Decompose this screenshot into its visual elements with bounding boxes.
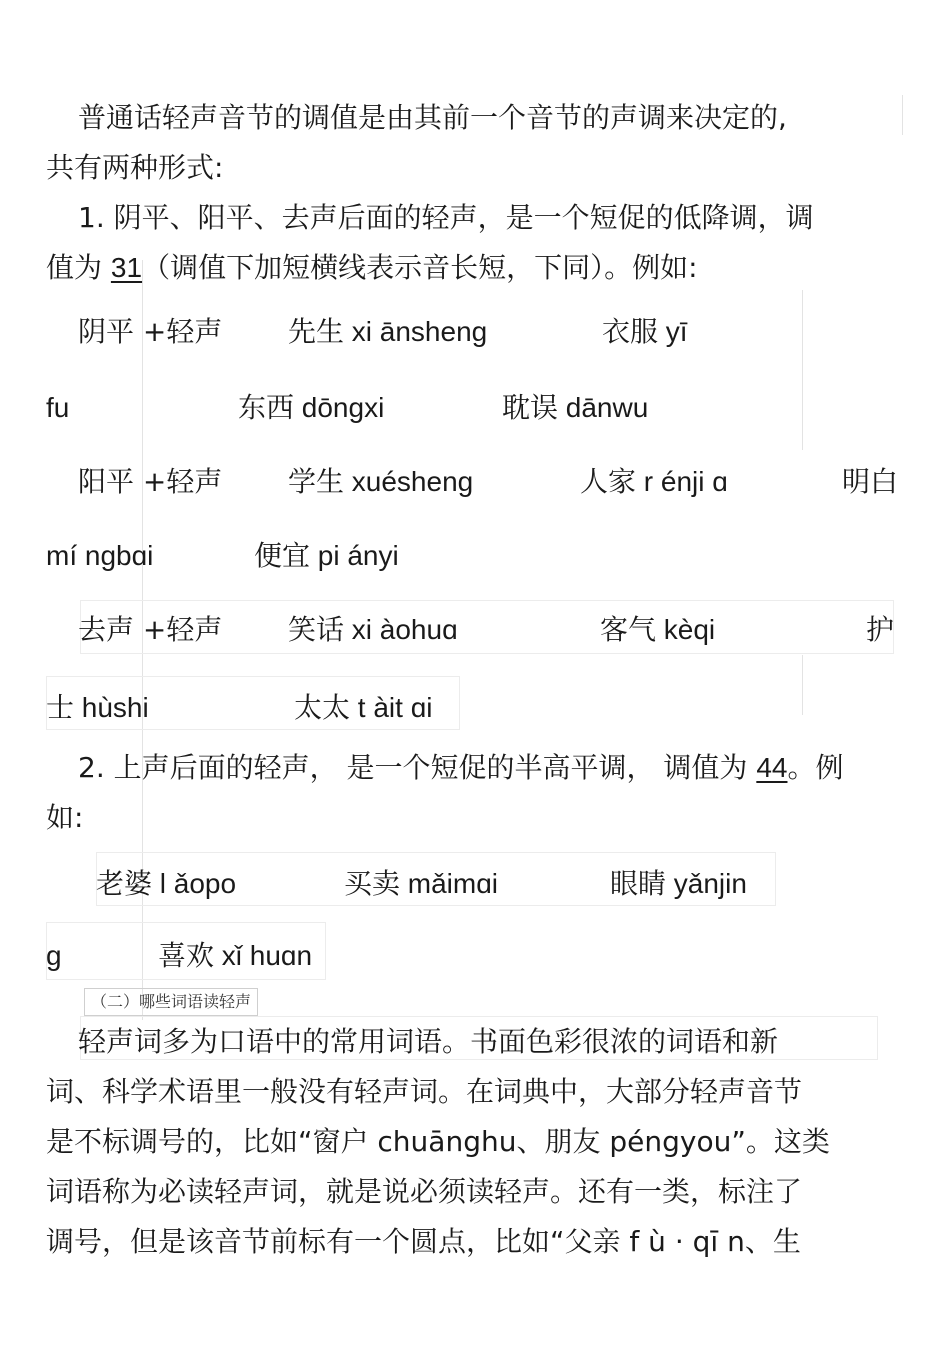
rule2-line-1 — [78, 750, 844, 786]
yangping-example-2: 人家 r énji ɑ — [580, 466, 728, 497]
shangsheng-example-3: 眼睛 yǎnjin — [610, 868, 747, 899]
rule1-suffix: （调值下加短横线表示音长短，下同）。例如: — [142, 251, 698, 284]
yinping-example-2: 衣服 yī — [602, 316, 688, 347]
rule2-suffix: 。例 — [787, 751, 844, 784]
qusheng-example-3-cont: 士 hùshi — [46, 692, 149, 723]
rule1-line-1: 1. 阴平、阳平、去声后面的轻声，是一个短促的低降调，调 — [78, 201, 814, 234]
paragraph-line-2: 词、科学术语里一般没有轻声词。在词典中，大部分轻声音节 — [46, 1075, 803, 1108]
rule2-tone-value: 44 — [756, 752, 788, 783]
paragraph-line-1: 轻声词多为口语中的常用词语。书面色彩很浓的词语和新 — [78, 1025, 779, 1058]
qusheng-example-1: 笑话 xi àohuɑ — [288, 614, 458, 645]
yangping-example-3-cont: mí ngbɑi — [46, 540, 154, 571]
rule2-line-2: 如: — [46, 801, 84, 834]
yangping-example-1: 学生 xuésheng — [288, 466, 474, 497]
yinping-example-3: 东西 dōngxi — [238, 392, 385, 423]
scan-rule — [802, 290, 803, 450]
intro-line-2: 共有两种形式: — [46, 151, 224, 184]
qusheng-example-4: 太太 t àit ɑi — [294, 692, 433, 723]
shangsheng-example-3-cont: g — [46, 940, 62, 971]
qusheng-example-2: 客气 kèqi — [600, 614, 716, 645]
paragraph-line-3: 是不标调号的，比如“窗户 chuānghu、朋友 péngyou”。这类 — [46, 1125, 830, 1158]
shangsheng-example-4: 喜欢 xǐ huɑn — [158, 940, 313, 971]
paragraph-line-5: 调号，但是该音节前标有一个圆点，比如“父亲 f ù · qī n、生 — [46, 1225, 801, 1258]
paragraph-line-4: 词语称为必读轻声词，就是说必须读轻声。还有一类，标注了 — [46, 1175, 803, 1208]
yangping-label: 阳平 +轻声 — [78, 465, 223, 498]
scan-rule — [902, 95, 903, 135]
yinping-example-1: 先生 xi ānsheng — [288, 316, 488, 347]
yinping-example-4: 耽误 dānwu — [502, 392, 649, 423]
rule1-line-2 — [46, 250, 698, 286]
yangping-example-3: 明白 — [842, 465, 899, 498]
intro-line-1: 普通话轻声音节的调值是由其前一个音节的声调来决定的, — [78, 101, 787, 134]
yinping-label: 阴平 +轻声 — [78, 315, 223, 348]
shangsheng-example-2: 买卖 mǎimɑi — [344, 868, 499, 899]
rule1-tone-value: 31 — [110, 252, 143, 283]
qusheng-label: 去声 +轻声 — [78, 613, 223, 646]
rule2-prefix: 2. 上声后面的轻声， 是一个短促的半高平调， 调值为 — [78, 751, 757, 784]
scan-rule — [802, 655, 803, 715]
qusheng-example-3: 护 — [866, 613, 895, 646]
yinping-example-2-cont: fu — [46, 392, 70, 423]
shangsheng-example-1: 老婆 l ǎopo — [96, 868, 237, 899]
section-heading: （二）哪些词语读轻声 — [84, 988, 258, 1016]
yangping-example-4: 便宜 pi ányi — [254, 540, 399, 571]
rule1-prefix: 值为 — [46, 251, 111, 284]
